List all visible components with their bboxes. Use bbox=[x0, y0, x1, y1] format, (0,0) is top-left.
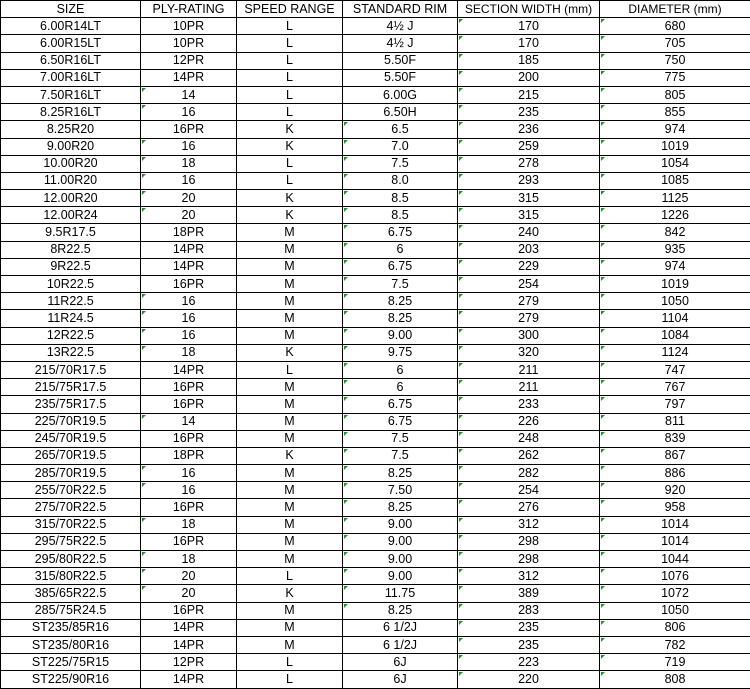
cell-standard-rim: 9.00 bbox=[343, 516, 458, 533]
cell-diameter: 855 bbox=[600, 104, 750, 121]
cell-standard-rim: 6.75 bbox=[343, 224, 458, 241]
cell-size: 295/80R22.5 bbox=[1, 551, 141, 568]
cell-diameter: 806 bbox=[600, 619, 750, 636]
cell-standard-rim: 9.00 bbox=[343, 327, 458, 344]
cell-ply-rating: 16 bbox=[141, 138, 237, 155]
cell-speed-range: K bbox=[237, 138, 343, 155]
cell-diameter: 1050 bbox=[600, 293, 750, 310]
table-row bbox=[1, 619, 750, 636]
cell-size: 285/70R19.5 bbox=[1, 465, 141, 482]
cell-section-width: 170 bbox=[458, 18, 600, 35]
cell-section-width: 315 bbox=[458, 190, 600, 207]
cell-diameter: 958 bbox=[600, 499, 750, 516]
cell-speed-range: K bbox=[237, 344, 343, 361]
cell-diameter: 1072 bbox=[600, 585, 750, 602]
cell-standard-rim: 6J bbox=[343, 671, 458, 688]
cell-ply-rating: 16PR bbox=[141, 396, 237, 413]
cell-standard-rim: 9.00 bbox=[343, 551, 458, 568]
cell-standard-rim: 5.50F bbox=[343, 52, 458, 69]
cell-size: 7.50R16LT bbox=[1, 86, 141, 103]
cell-speed-range: K bbox=[237, 207, 343, 224]
cell-standard-rim: 7.5 bbox=[343, 447, 458, 464]
cell-size: 11R24.5 bbox=[1, 310, 141, 327]
header-row bbox=[1, 1, 750, 18]
cell-size: 215/75R17.5 bbox=[1, 379, 141, 396]
cell-standard-rim: 7.0 bbox=[343, 138, 458, 155]
cell-size: ST225/90R16 bbox=[1, 671, 141, 688]
cell-section-width: 254 bbox=[458, 276, 600, 293]
cell-speed-range: M bbox=[237, 551, 343, 568]
cell-ply-rating: 18 bbox=[141, 516, 237, 533]
cell-diameter: 839 bbox=[600, 430, 750, 447]
cell-ply-rating: 14PR bbox=[141, 258, 237, 275]
cell-ply-rating: 10PR bbox=[141, 18, 237, 35]
table-row bbox=[1, 379, 750, 396]
cell-size: 9.5R17.5 bbox=[1, 224, 141, 241]
cell-size: 11R22.5 bbox=[1, 293, 141, 310]
cell-speed-range: L bbox=[237, 86, 343, 103]
table-body bbox=[1, 18, 750, 688]
cell-section-width: 235 bbox=[458, 619, 600, 636]
cell-size: 8.25R20 bbox=[1, 121, 141, 138]
cell-standard-rim: 6 bbox=[343, 241, 458, 258]
cell-size: ST235/80R16 bbox=[1, 636, 141, 653]
table-row bbox=[1, 361, 750, 378]
cell-ply-rating: 16 bbox=[141, 310, 237, 327]
cell-section-width: 235 bbox=[458, 104, 600, 121]
cell-standard-rim: 6J bbox=[343, 654, 458, 671]
cell-section-width: 203 bbox=[458, 241, 600, 258]
table-row bbox=[1, 258, 750, 275]
cell-ply-rating: 16 bbox=[141, 172, 237, 189]
cell-ply-rating: 16 bbox=[141, 482, 237, 499]
cell-standard-rim: 11.75 bbox=[343, 585, 458, 602]
table-row bbox=[1, 155, 750, 172]
cell-section-width: 215 bbox=[458, 86, 600, 103]
cell-standard-rim: 9.00 bbox=[343, 568, 458, 585]
cell-diameter: 974 bbox=[600, 258, 750, 275]
cell-ply-rating: 14PR bbox=[141, 241, 237, 258]
cell-ply-rating: 18PR bbox=[141, 447, 237, 464]
cell-standard-rim: 4½ J bbox=[343, 18, 458, 35]
cell-speed-range: M bbox=[237, 516, 343, 533]
cell-diameter: 1085 bbox=[600, 172, 750, 189]
table-row bbox=[1, 499, 750, 516]
cell-speed-range: M bbox=[237, 499, 343, 516]
cell-ply-rating: 14PR bbox=[141, 636, 237, 653]
table-row bbox=[1, 224, 750, 241]
cell-ply-rating: 16 bbox=[141, 293, 237, 310]
cell-section-width: 300 bbox=[458, 327, 600, 344]
cell-speed-range: K bbox=[237, 190, 343, 207]
cell-speed-range: M bbox=[237, 602, 343, 619]
cell-section-width: 226 bbox=[458, 413, 600, 430]
cell-ply-rating: 20 bbox=[141, 190, 237, 207]
cell-ply-rating: 10PR bbox=[141, 35, 237, 52]
table-row bbox=[1, 104, 750, 121]
cell-speed-range: M bbox=[237, 396, 343, 413]
cell-diameter: 1019 bbox=[600, 138, 750, 155]
table-row bbox=[1, 585, 750, 602]
cell-speed-range: M bbox=[237, 310, 343, 327]
cell-standard-rim: 8.0 bbox=[343, 172, 458, 189]
cell-standard-rim: 8.5 bbox=[343, 190, 458, 207]
cell-size: 385/65R22.5 bbox=[1, 585, 141, 602]
cell-speed-range: L bbox=[237, 172, 343, 189]
table-row bbox=[1, 276, 750, 293]
cell-standard-rim: 5.50F bbox=[343, 69, 458, 86]
cell-diameter: 775 bbox=[600, 69, 750, 86]
cell-size: 7.00R16LT bbox=[1, 69, 141, 86]
cell-standard-rim: 6 1/2J bbox=[343, 619, 458, 636]
cell-size: 6.00R14LT bbox=[1, 18, 141, 35]
cell-section-width: 170 bbox=[458, 35, 600, 52]
cell-section-width: 276 bbox=[458, 499, 600, 516]
cell-section-width: 211 bbox=[458, 361, 600, 378]
cell-size: 12.00R24 bbox=[1, 207, 141, 224]
cell-standard-rim: 6.00G bbox=[343, 86, 458, 103]
cell-size: 225/70R19.5 bbox=[1, 413, 141, 430]
cell-section-width: 229 bbox=[458, 258, 600, 275]
cell-standard-rim: 8.5 bbox=[343, 207, 458, 224]
cell-size: 12R22.5 bbox=[1, 327, 141, 344]
header-section-width: SECTION WIDTH (mm) bbox=[458, 1, 600, 18]
cell-speed-range: M bbox=[237, 224, 343, 241]
table-row bbox=[1, 310, 750, 327]
cell-section-width: 283 bbox=[458, 602, 600, 619]
cell-size: 11.00R20 bbox=[1, 172, 141, 189]
cell-diameter: 1014 bbox=[600, 533, 750, 550]
table-row bbox=[1, 207, 750, 224]
cell-speed-range: M bbox=[237, 430, 343, 447]
cell-ply-rating: 14 bbox=[141, 413, 237, 430]
cell-size: 275/70R22.5 bbox=[1, 499, 141, 516]
header-ply-rating: PLY-RATING bbox=[141, 1, 237, 18]
table-row bbox=[1, 35, 750, 52]
cell-ply-rating: 14PR bbox=[141, 671, 237, 688]
cell-speed-range: L bbox=[237, 568, 343, 585]
cell-section-width: 282 bbox=[458, 465, 600, 482]
cell-standard-rim: 6.50H bbox=[343, 104, 458, 121]
cell-ply-rating: 12PR bbox=[141, 52, 237, 69]
cell-standard-rim: 9.00 bbox=[343, 533, 458, 550]
cell-diameter: 747 bbox=[600, 361, 750, 378]
cell-diameter: 808 bbox=[600, 671, 750, 688]
cell-speed-range: K bbox=[237, 121, 343, 138]
cell-ply-rating: 16 bbox=[141, 327, 237, 344]
cell-ply-rating: 20 bbox=[141, 585, 237, 602]
cell-ply-rating: 14PR bbox=[141, 619, 237, 636]
cell-diameter: 1084 bbox=[600, 327, 750, 344]
cell-diameter: 935 bbox=[600, 241, 750, 258]
table-row bbox=[1, 18, 750, 35]
cell-ply-rating: 16PR bbox=[141, 379, 237, 396]
cell-size: 295/75R22.5 bbox=[1, 533, 141, 550]
table-row bbox=[1, 69, 750, 86]
header-size: SIZE bbox=[1, 1, 141, 18]
cell-speed-range: L bbox=[237, 18, 343, 35]
table-row bbox=[1, 671, 750, 688]
cell-diameter: 842 bbox=[600, 224, 750, 241]
cell-diameter: 1050 bbox=[600, 602, 750, 619]
cell-size: ST235/85R16 bbox=[1, 619, 141, 636]
table-row bbox=[1, 551, 750, 568]
cell-speed-range: M bbox=[237, 636, 343, 653]
table-row bbox=[1, 172, 750, 189]
cell-speed-range: M bbox=[237, 619, 343, 636]
cell-speed-range: M bbox=[237, 379, 343, 396]
table-row bbox=[1, 344, 750, 361]
cell-speed-range: M bbox=[237, 327, 343, 344]
cell-standard-rim: 9.75 bbox=[343, 344, 458, 361]
cell-size: 6.00R15LT bbox=[1, 35, 141, 52]
cell-size: 10R22.5 bbox=[1, 276, 141, 293]
cell-standard-rim: 6.75 bbox=[343, 396, 458, 413]
cell-ply-rating: 16PR bbox=[141, 602, 237, 619]
cell-diameter: 705 bbox=[600, 35, 750, 52]
cell-size: 235/75R17.5 bbox=[1, 396, 141, 413]
cell-section-width: 211 bbox=[458, 379, 600, 396]
cell-speed-range: K bbox=[237, 585, 343, 602]
cell-section-width: 315 bbox=[458, 207, 600, 224]
cell-section-width: 200 bbox=[458, 69, 600, 86]
cell-size: 215/70R17.5 bbox=[1, 361, 141, 378]
cell-size: 8R22.5 bbox=[1, 241, 141, 258]
cell-ply-rating: 16PR bbox=[141, 499, 237, 516]
cell-size: 6.50R16LT bbox=[1, 52, 141, 69]
cell-speed-range: M bbox=[237, 533, 343, 550]
header-standard-rim: STANDARD RIM bbox=[343, 1, 458, 18]
cell-section-width: 235 bbox=[458, 636, 600, 653]
cell-speed-range: L bbox=[237, 69, 343, 86]
cell-section-width: 223 bbox=[458, 654, 600, 671]
cell-section-width: 298 bbox=[458, 533, 600, 550]
cell-speed-range: M bbox=[237, 482, 343, 499]
cell-size: 315/80R22.5 bbox=[1, 568, 141, 585]
cell-standard-rim: 7.5 bbox=[343, 430, 458, 447]
cell-diameter: 1125 bbox=[600, 190, 750, 207]
table-row bbox=[1, 516, 750, 533]
header-diameter: DIAMETER (mm) bbox=[600, 1, 750, 18]
cell-standard-rim: 7.5 bbox=[343, 276, 458, 293]
cell-section-width: 298 bbox=[458, 551, 600, 568]
cell-diameter: 1044 bbox=[600, 551, 750, 568]
cell-speed-range: M bbox=[237, 276, 343, 293]
cell-section-width: 279 bbox=[458, 310, 600, 327]
table-row bbox=[1, 327, 750, 344]
table-row bbox=[1, 447, 750, 464]
cell-size: 265/70R19.5 bbox=[1, 447, 141, 464]
cell-standard-rim: 7.5 bbox=[343, 155, 458, 172]
table-row bbox=[1, 430, 750, 447]
cell-standard-rim: 6.75 bbox=[343, 413, 458, 430]
cell-standard-rim: 4½ J bbox=[343, 35, 458, 52]
cell-section-width: 185 bbox=[458, 52, 600, 69]
cell-standard-rim: 6 bbox=[343, 379, 458, 396]
table-row bbox=[1, 86, 750, 103]
cell-diameter: 920 bbox=[600, 482, 750, 499]
cell-speed-range: L bbox=[237, 155, 343, 172]
cell-ply-rating: 14PR bbox=[141, 361, 237, 378]
cell-ply-rating: 14PR bbox=[141, 69, 237, 86]
cell-standard-rim: 8.25 bbox=[343, 293, 458, 310]
table-row bbox=[1, 602, 750, 619]
cell-diameter: 811 bbox=[600, 413, 750, 430]
cell-size: 285/75R24.5 bbox=[1, 602, 141, 619]
cell-ply-rating: 20 bbox=[141, 568, 237, 585]
cell-diameter: 1226 bbox=[600, 207, 750, 224]
table-row bbox=[1, 138, 750, 155]
table-row bbox=[1, 190, 750, 207]
cell-speed-range: L bbox=[237, 104, 343, 121]
cell-standard-rim: 7.50 bbox=[343, 482, 458, 499]
cell-ply-rating: 18 bbox=[141, 344, 237, 361]
cell-section-width: 254 bbox=[458, 482, 600, 499]
cell-size: 245/70R19.5 bbox=[1, 430, 141, 447]
cell-ply-rating: 16PR bbox=[141, 276, 237, 293]
cell-diameter: 750 bbox=[600, 52, 750, 69]
cell-diameter: 867 bbox=[600, 447, 750, 464]
cell-size: 8.25R16LT bbox=[1, 104, 141, 121]
cell-size: 9.00R20 bbox=[1, 138, 141, 155]
cell-section-width: 248 bbox=[458, 430, 600, 447]
cell-ply-rating: 16PR bbox=[141, 121, 237, 138]
table-row bbox=[1, 533, 750, 550]
cell-size: 13R22.5 bbox=[1, 344, 141, 361]
cell-standard-rim: 6 bbox=[343, 361, 458, 378]
cell-speed-range: M bbox=[237, 293, 343, 310]
cell-diameter: 974 bbox=[600, 121, 750, 138]
cell-section-width: 278 bbox=[458, 155, 600, 172]
cell-diameter: 767 bbox=[600, 379, 750, 396]
cell-section-width: 293 bbox=[458, 172, 600, 189]
table-row bbox=[1, 293, 750, 310]
cell-standard-rim: 8.25 bbox=[343, 310, 458, 327]
table-row bbox=[1, 654, 750, 671]
cell-diameter: 1019 bbox=[600, 276, 750, 293]
cell-section-width: 262 bbox=[458, 447, 600, 464]
cell-speed-range: M bbox=[237, 413, 343, 430]
cell-speed-range: L bbox=[237, 361, 343, 378]
cell-ply-rating: 14 bbox=[141, 86, 237, 103]
cell-speed-range: L bbox=[237, 671, 343, 688]
cell-speed-range: L bbox=[237, 654, 343, 671]
cell-speed-range: L bbox=[237, 35, 343, 52]
cell-diameter: 1104 bbox=[600, 310, 750, 327]
table-row bbox=[1, 241, 750, 258]
cell-size: 10.00R20 bbox=[1, 155, 141, 172]
header-speed-range: SPEED RANGE bbox=[237, 1, 343, 18]
cell-size: 315/70R22.5 bbox=[1, 516, 141, 533]
cell-section-width: 236 bbox=[458, 121, 600, 138]
table-row bbox=[1, 121, 750, 138]
cell-size: 12.00R20 bbox=[1, 190, 141, 207]
cell-section-width: 312 bbox=[458, 516, 600, 533]
cell-ply-rating: 18PR bbox=[141, 224, 237, 241]
cell-standard-rim: 6.75 bbox=[343, 258, 458, 275]
cell-standard-rim: 8.25 bbox=[343, 465, 458, 482]
table-row bbox=[1, 636, 750, 653]
cell-section-width: 220 bbox=[458, 671, 600, 688]
cell-diameter: 1054 bbox=[600, 155, 750, 172]
cell-speed-range: L bbox=[237, 52, 343, 69]
cell-diameter: 719 bbox=[600, 654, 750, 671]
cell-diameter: 886 bbox=[600, 465, 750, 482]
table-row bbox=[1, 52, 750, 69]
cell-diameter: 1014 bbox=[600, 516, 750, 533]
cell-size: 9R22.5 bbox=[1, 258, 141, 275]
cell-section-width: 233 bbox=[458, 396, 600, 413]
cell-section-width: 279 bbox=[458, 293, 600, 310]
cell-diameter: 805 bbox=[600, 86, 750, 103]
table-row bbox=[1, 413, 750, 430]
cell-section-width: 320 bbox=[458, 344, 600, 361]
cell-size: ST225/75R15 bbox=[1, 654, 141, 671]
table-row bbox=[1, 396, 750, 413]
cell-section-width: 312 bbox=[458, 568, 600, 585]
cell-standard-rim: 6.5 bbox=[343, 121, 458, 138]
cell-size: 255/70R22.5 bbox=[1, 482, 141, 499]
cell-diameter: 680 bbox=[600, 18, 750, 35]
cell-diameter: 1076 bbox=[600, 568, 750, 585]
cell-speed-range: K bbox=[237, 447, 343, 464]
cell-standard-rim: 6 1/2J bbox=[343, 636, 458, 653]
cell-ply-rating: 20 bbox=[141, 207, 237, 224]
cell-ply-rating: 16PR bbox=[141, 533, 237, 550]
cell-standard-rim: 8.25 bbox=[343, 602, 458, 619]
cell-ply-rating: 12PR bbox=[141, 654, 237, 671]
cell-diameter: 1124 bbox=[600, 344, 750, 361]
table-row bbox=[1, 568, 750, 585]
cell-ply-rating: 18 bbox=[141, 155, 237, 172]
cell-section-width: 389 bbox=[458, 585, 600, 602]
cell-speed-range: M bbox=[237, 465, 343, 482]
cell-speed-range: M bbox=[237, 241, 343, 258]
cell-ply-rating: 16 bbox=[141, 465, 237, 482]
cell-ply-rating: 18 bbox=[141, 551, 237, 568]
table-row bbox=[1, 482, 750, 499]
cell-ply-rating: 16 bbox=[141, 104, 237, 121]
cell-section-width: 259 bbox=[458, 138, 600, 155]
cell-standard-rim: 8.25 bbox=[343, 499, 458, 516]
cell-ply-rating: 16PR bbox=[141, 430, 237, 447]
cell-diameter: 797 bbox=[600, 396, 750, 413]
cell-section-width: 240 bbox=[458, 224, 600, 241]
table-row bbox=[1, 465, 750, 482]
cell-diameter: 782 bbox=[600, 636, 750, 653]
cell-speed-range: M bbox=[237, 258, 343, 275]
